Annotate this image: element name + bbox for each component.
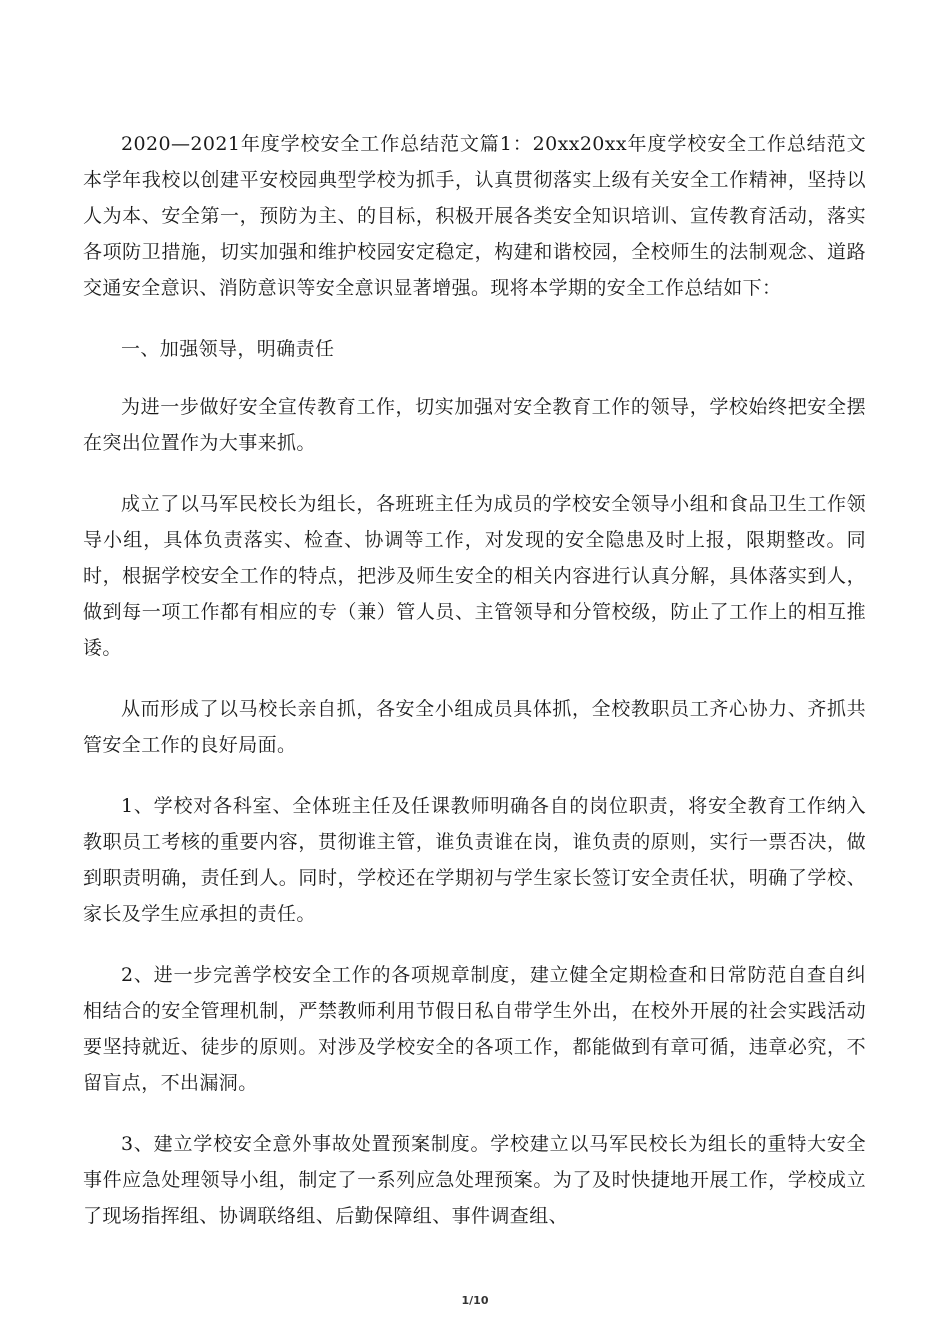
- paragraph-safety-group: 成立了以马军民校长为组长，各班班主任为成员的学校安全领导小组和食品卫生工作领导小组，具体负责落实、检查、协调等工作，对发现的安全隐患及时上报，限期整改。同时，根据学校安全工作的特点，把涉及师生安全的相关内容进行认真分解，具体落实到人，做到每一项工作都有相应的专（兼）管人员、主管领导和分管校级，防止了工作上的相互推诿。: [83, 493, 866, 659]
- paragraph-item-3: 3、建立学校安全意外事故处置预案制度。学校建立以马军民校长为组长的重特大安全事件应急处理领导小组，制定了一系列应急处理预案。为了及时快捷地开展工作，学校成立了现场指挥组、协调联络组、后勤保障组、事件调查组、: [83, 1133, 866, 1227]
- paragraph-joint-management: 从而形成了以马校长亲自抓，各安全小组成员具体抓，全校教职员工齐心协力、齐抓共管安全工作的良好局面。: [83, 698, 866, 756]
- paragraph-leadership: 为进一步做好安全宣传教育工作，切实加强对安全教育工作的领导，学校始终把安全摆在突出位置作为大事来抓。: [83, 396, 866, 454]
- paragraph-item-1: 1、学校对各科室、全体班主任及任课教师明确各自的岗位职责，将安全教育工作纳入教职员工考核的重要内容，贯彻谁主管，谁负责谁在岗，谁负责的原则，实行一票否决，做到职责明确，责任到人。同时，学校还在学期初与学生家长签订安全责任状，明确了学校、家长及学生应承担的责任。: [83, 795, 866, 925]
- paragraph-item-2: 2、进一步完善学校安全工作的各项规章制度，建立健全定期检查和日常防范自查自纠相结合的安全管理机制，严禁教师利用节假日私自带学生外出，在校外开展的社会实践活动要坚持就近、徒步的原则。对涉及学校安全的各项工作，都能做到有章可循，违章必究，不留盲点，不出漏洞。: [83, 964, 866, 1094]
- intro-paragraph: 2020—2021年度学校安全工作总结范文篇1：20xx20xx年度学校安全工作总结范文本学年我校以创建平安校园典型学校为抓手，认真贯彻落实上级有关安全工作精神，坚持以人为本、安全第一，预防为主、的目标，积极开展各类安全知识培训、宣传教育活动，落实各项防卫措施，切实加强和维护校园安定稳定，构建和谐校园，全校师生的法制观念、道路交通安全意识、消防意识等安全意识显著增强。现将本学期的安全工作总结如下：: [83, 133, 866, 299]
- document-body: [83, 126, 866, 1259]
- page-number: 1/10: [461, 1294, 489, 1307]
- section-heading-1: 一、加强领导，明确责任: [121, 338, 335, 360]
